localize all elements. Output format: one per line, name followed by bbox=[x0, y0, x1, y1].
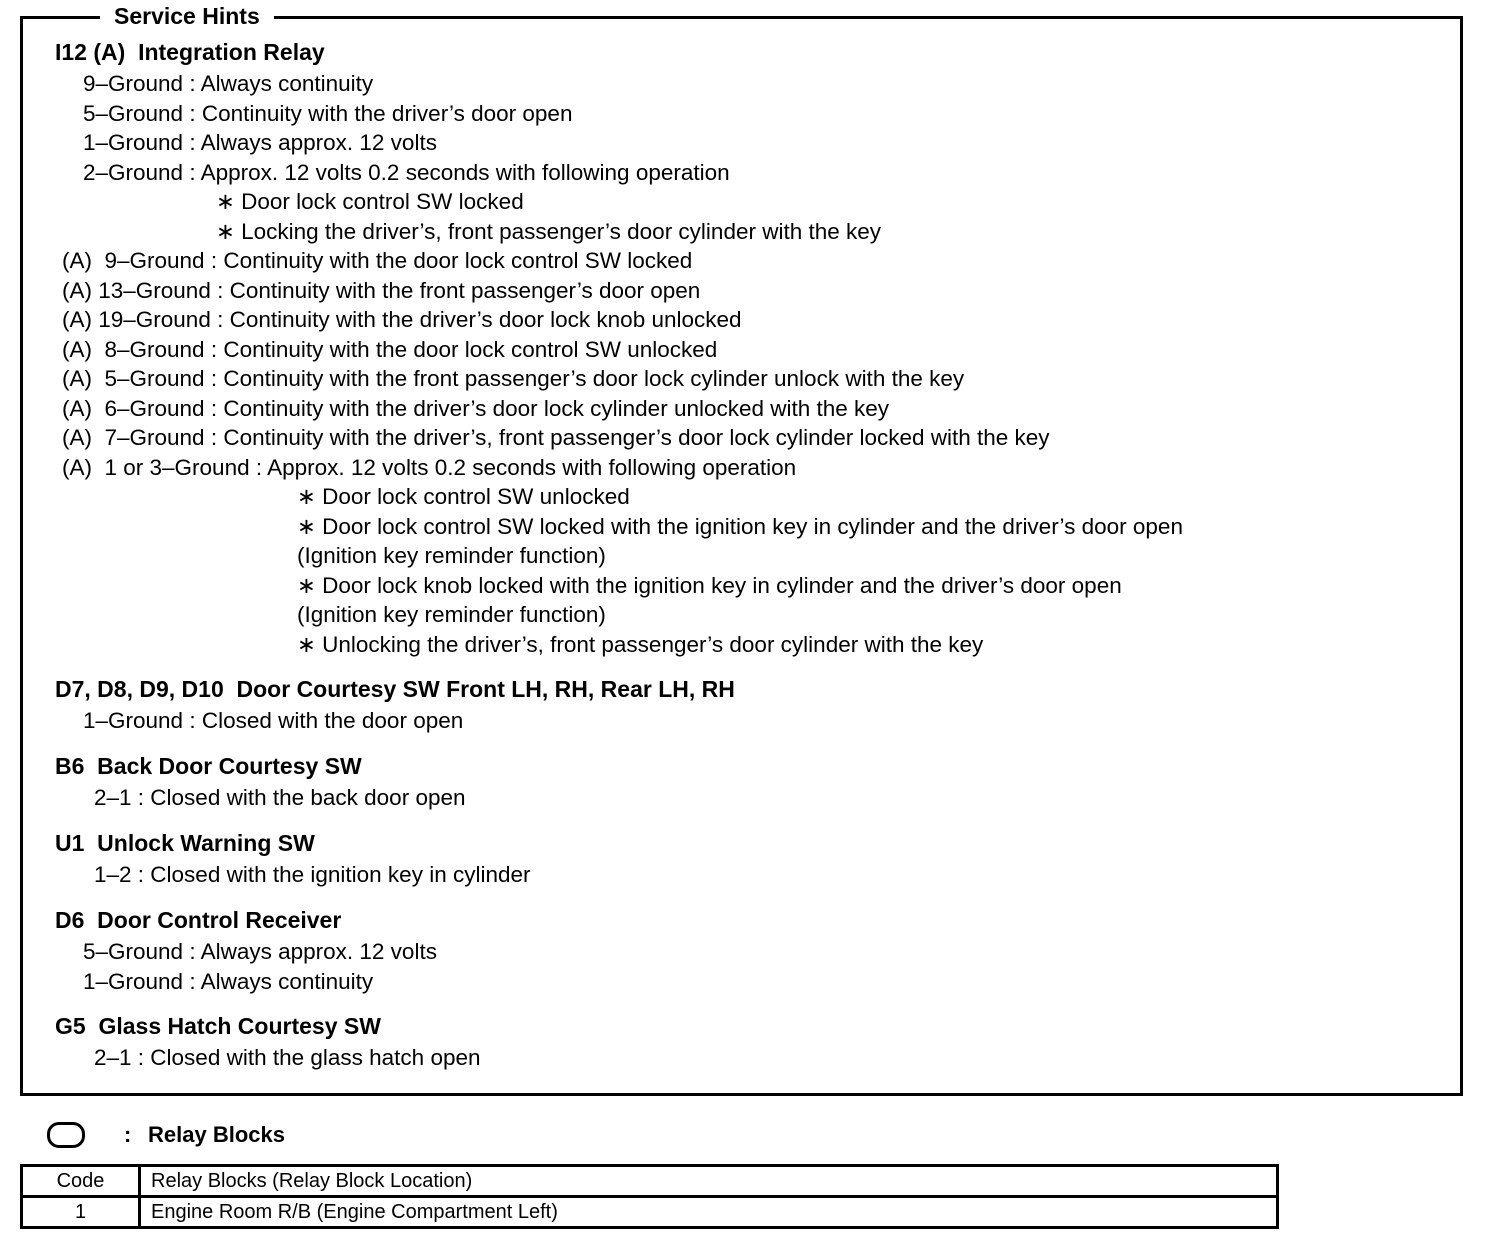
component-header: G5 Glass Hatch Courtesy SW bbox=[55, 1013, 381, 1039]
hint-line: (A) 6–Ground : Continuity with the driver’s door lock cylinder unlocked with the key bbox=[62, 396, 890, 421]
hint-line: 2–Ground : Approx. 12 volts 0.2 seconds with following operation bbox=[83, 160, 730, 185]
hint-line: (Ignition key reminder function) bbox=[297, 543, 606, 568]
component-header: B6 Back Door Courtesy SW bbox=[55, 753, 362, 779]
header-code: Code bbox=[22, 1166, 140, 1197]
component-header: U1 Unlock Warning SW bbox=[55, 830, 315, 856]
section-title: Service Hints bbox=[100, 2, 274, 30]
hint-line: ∗ Door lock knob locked with the ignition key in cylinder and the driver’s door open bbox=[297, 573, 1122, 598]
hint-line: (A) 19–Ground : Continuity with the driver’s door lock knob unlocked bbox=[62, 307, 742, 332]
legend-colon: : bbox=[124, 1122, 132, 1147]
hint-line: ∗ Door lock control SW locked with the ignition key in cylinder and the driver’s door open bbox=[297, 514, 1183, 539]
hint-line: (A) 13–Ground : Continuity with the front passenger’s door open bbox=[62, 278, 701, 303]
hint-line: (A) 5–Ground : Continuity with the front passenger’s door lock cylinder unlock with the key bbox=[62, 366, 965, 391]
cell-code: 1 bbox=[22, 1197, 140, 1228]
cell-location: Engine Room R/B (Engine Compartment Left) bbox=[140, 1197, 1278, 1228]
hint-line: (A) 9–Ground : Continuity with the door lock control SW locked bbox=[62, 248, 693, 273]
component-header: D7, D8, D9, D10 Door Courtesy SW Front LH, RH, Rear LH, RH bbox=[55, 676, 735, 702]
component-header: D6 Door Control Receiver bbox=[55, 907, 342, 933]
relay-block-symbol-icon bbox=[47, 1122, 85, 1148]
hint-line: 1–2 : Closed with the ignition key in cylinder bbox=[94, 862, 531, 887]
hint-line: 2–1 : Closed with the glass hatch open bbox=[94, 1045, 481, 1070]
hint-line: 2–1 : Closed with the back door open bbox=[94, 785, 466, 810]
hint-line: 1–Ground : Always approx. 12 volts bbox=[83, 130, 437, 155]
hint-line: ∗ Locking the driver’s, front passenger’s door cylinder with the key bbox=[216, 219, 882, 244]
hint-line: 1–Ground : Always continuity bbox=[83, 969, 374, 994]
table-row bbox=[22, 1197, 1278, 1228]
hint-line: 5–Ground : Continuity with the driver’s door open bbox=[83, 101, 573, 126]
hint-line: (Ignition key reminder function) bbox=[297, 602, 606, 627]
legend-label: Relay Blocks bbox=[148, 1122, 285, 1147]
hint-line: (A) 1 or 3–Ground : Approx. 12 volts 0.2 seconds with following operation bbox=[62, 455, 797, 480]
hint-line: (A) 8–Ground : Continuity with the door lock control SW unlocked bbox=[62, 337, 718, 362]
hint-line: 9–Ground : Always continuity bbox=[83, 71, 374, 96]
table-header-row bbox=[22, 1166, 1278, 1197]
hint-line: ∗ Door lock control SW locked bbox=[216, 189, 524, 214]
header-location: Relay Blocks (Relay Block Location) bbox=[140, 1166, 1278, 1197]
component-header: I12 (A) Integration Relay bbox=[55, 39, 325, 65]
relay-blocks-table bbox=[20, 1164, 1279, 1229]
hint-line: (A) 7–Ground : Continuity with the driver’s, front passenger’s door lock cylinder locked with the key bbox=[62, 425, 1050, 450]
hint-line: 5–Ground : Always approx. 12 volts bbox=[83, 939, 437, 964]
hint-line: ∗ Unlocking the driver’s, front passenger’s door cylinder with the key bbox=[297, 632, 984, 657]
hint-line: 1–Ground : Closed with the door open bbox=[83, 708, 464, 733]
hint-line: ∗ Door lock control SW unlocked bbox=[297, 484, 630, 509]
